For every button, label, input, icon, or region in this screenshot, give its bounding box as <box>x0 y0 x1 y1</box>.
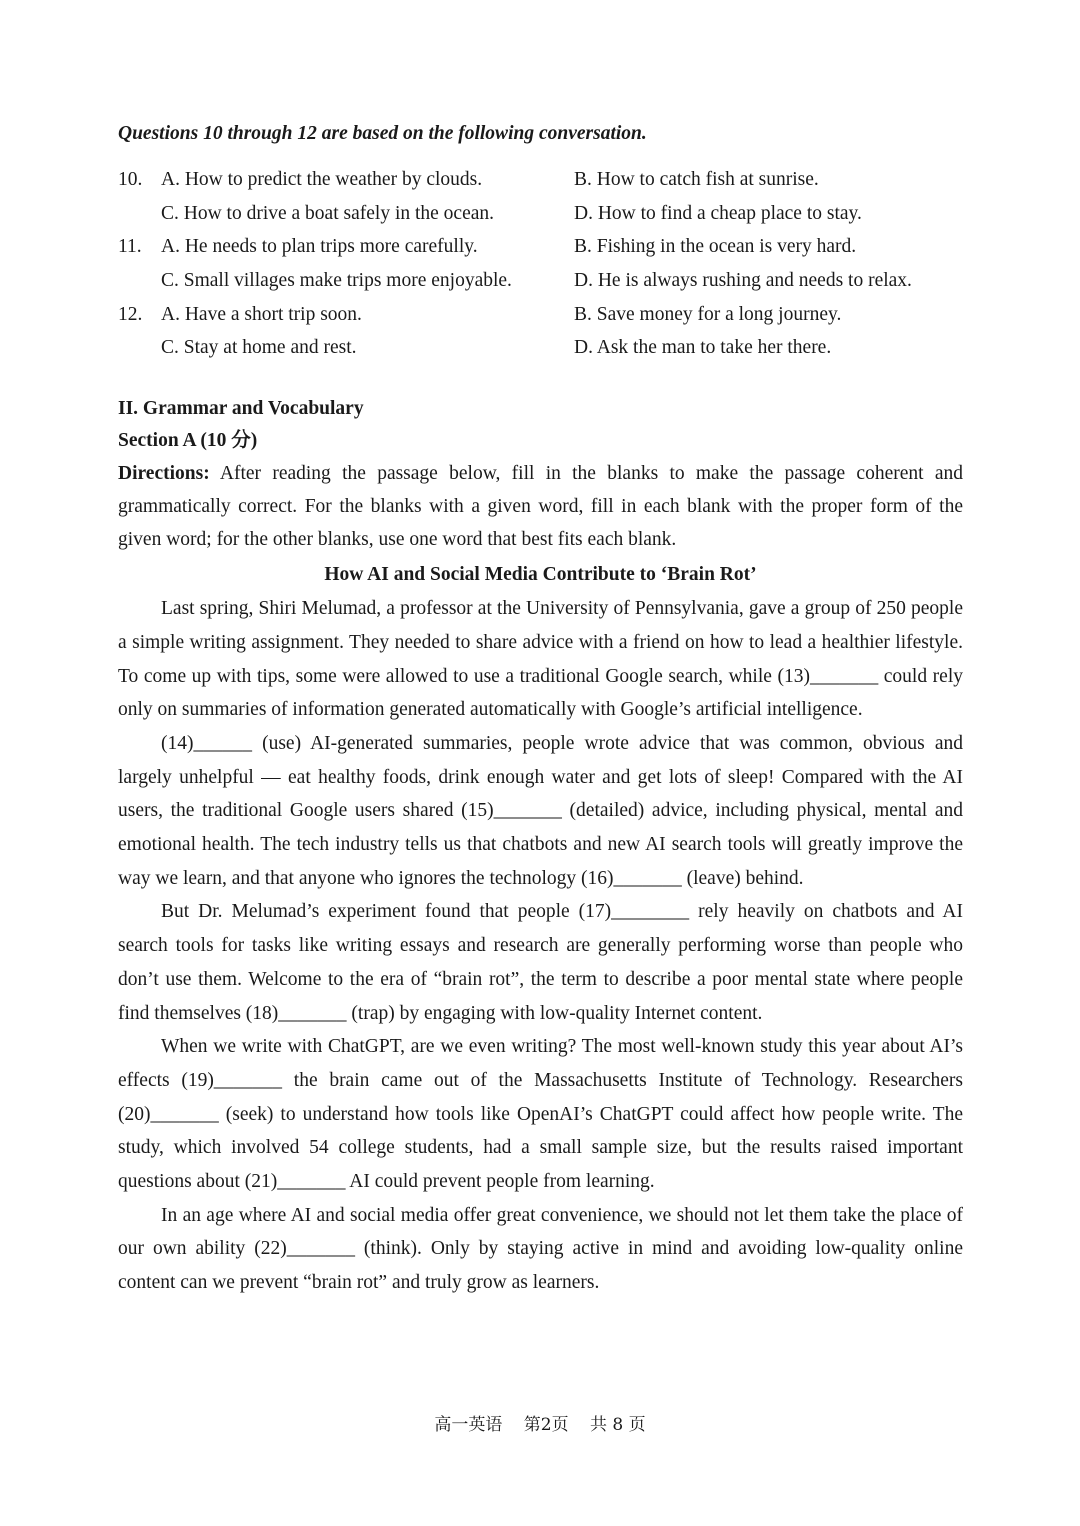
option-c: C. How to drive a boat safely in the ocean. <box>161 202 495 224</box>
option-b: B. Fishing in the ocean is very hard. <box>574 236 857 258</box>
footer-total-pages: 共 8 页 <box>590 1415 646 1435</box>
option-a: A. How to predict the weather by clouds. <box>161 169 483 190</box>
passage-paragraph: But Dr. Melumad’s experiment found that people (17)________ rely heavily on chatbots and AI search tools for tasks like writing essays and research are generally performing worse than people who don’t use them. Welcome to the era of “brain rot”, the term to describe a poor mental state where people find themselves (18)_______ (trap) by engaging with low-quality Internet content. <box>118 901 963 1024</box>
option-a: A. Have a short trip soon. <box>161 303 362 325</box>
question-row <box>118 298 963 332</box>
question-row <box>118 163 963 197</box>
option-b: B. Save money for a long journey. <box>574 303 842 325</box>
question-row <box>118 331 963 365</box>
passage-title: How AI and Social Media Contribute to ‘Brain Rot’ <box>324 564 757 586</box>
section-title: Section A (10 分) <box>118 430 258 452</box>
footer-page-number: 第2页 <box>523 1415 569 1435</box>
question-11 <box>118 230 963 297</box>
question-number: 11. <box>118 236 142 258</box>
passage-paragraph: When we write with ChatGPT, are we even writing? The most well-known study this year about AI’s effects (19)_______ the brain came out of the Massachusetts Institute of Technology. Researchers (20)_______ (seek) to understand how tools like OpenAI’s ChatGPT could affect how people write. The study, which involved 54 college students, had a small sample size, but the results raised important questions about (21)_______ AI could prevent people from learning. <box>118 1036 963 1193</box>
passage-paragraph: Last spring, Shiri Melumad, a professor at the University of Pennsylvania, gave a group of 250 people a simple writing assignment. They needed to share advice with a friend on how to lead a healthier lifestyle. To come up with tips, some were allowed to use a traditional Google search, while (13)_______ could rely only on summaries of information generated automatically with Google’s artificial intelligence. <box>118 598 963 721</box>
passage-paragraph: (14)______ (use) AI-generated summaries, people wrote advice that was common, obvious and largely unhelpful — eat healthy foods, drink enough water and get lots of sleep! Compared with the AI users, the traditional Google users shared (15)_______ (detailed) advice, including physical, mental and emotional health. The tech industry tells us that chatbots and new AI search tools will greatly improve the way we learn, and that anyone who ignores the technology (16)_______ (leave) behind. <box>118 732 963 889</box>
part-title: II. Grammar and Vocabulary <box>118 398 364 420</box>
directions-label: Directions: <box>118 463 210 485</box>
option-d: D. He is always rushing and needs to relax. <box>574 270 912 292</box>
option-a: A. He needs to plan trips more carefully. <box>161 236 478 258</box>
question-number: 10. <box>118 169 143 190</box>
directions-text: After reading the passage below, fill in the blanks to make the passage coherent and grammatically correct. For the blanks with a given word, fill in each blank with the proper form of the given word; for the other blanks, use one word that best fits each blank. <box>118 463 963 551</box>
option-d: D. How to find a cheap place to stay. <box>574 202 862 224</box>
passage-paragraph: In an age where AI and social media offer great convenience, we should not let them take the place of our own ability (22)_______ (think). Only by staying active in mind and avoiding low-quality online content can we prevent “brain rot” and truly grow as learners. <box>118 1204 963 1294</box>
page-footer <box>0 1410 1080 1440</box>
question-row <box>118 264 963 298</box>
footer-subject: 高一英语 <box>434 1415 503 1435</box>
question-row <box>118 197 963 231</box>
directions <box>118 457 963 556</box>
option-c: C. Small villages make trips more enjoyable. <box>161 270 512 292</box>
question-row <box>118 230 963 264</box>
question-10 <box>118 163 963 230</box>
option-d: D. Ask the man to take her there. <box>574 337 832 359</box>
exam-page <box>118 119 963 1300</box>
option-c: C. Stay at home and rest. <box>161 337 357 359</box>
question-12 <box>118 298 963 365</box>
option-b: B. How to catch fish at sunrise. <box>574 169 819 190</box>
question-number: 12. <box>118 303 143 325</box>
conversation-heading: Questions 10 through 12 are based on the following conversation. <box>118 123 647 144</box>
